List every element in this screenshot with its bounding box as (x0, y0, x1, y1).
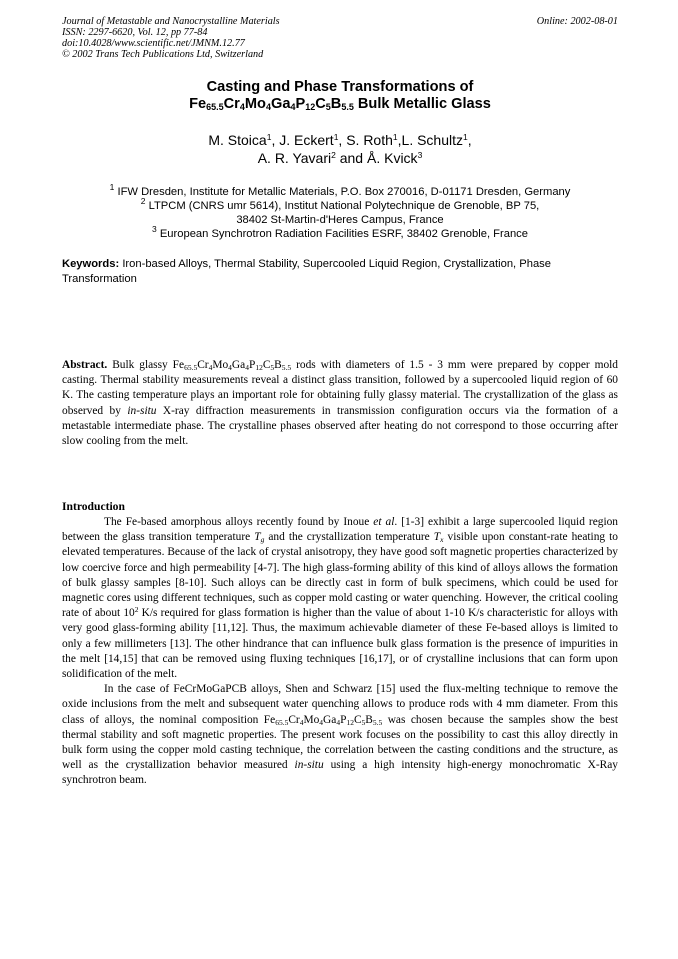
affiliations (62, 182, 618, 241)
affiliation-3: $^3$ European Synchrotron Radiation Facilities ESRF, 38402 Grenoble, France (152, 224, 528, 240)
copyright-line: © 2002 Trans Tech Publications Ltd, Switzerland (62, 49, 264, 60)
intro-paragraph-2: In the case of FeCrMoGaPCB alloys, Shen and Schwarz [15] used the flux-melting technique to remove the oxide inclusions from the melt and subsequent water quenching allows to produce rods with 4 mm diameter. From this class of alloys, the nominal composition $Fe_{65.5}Cr_4Mo_4Ga_4P_{12}C_5B_{5.5}$ was chosen because the samples show the best thermal stability and soft magnetic properties. The present work focuses on the possibility to cast this alloy directly in bulk form using the copper mold casting technique, the correlation between the casting conditions and the structure, as well as the crystallization behavior measured in-situ using a high intensity high-energy monochromatic X-Ray synchrotron beam. (62, 683, 618, 787)
authors-line-2: A. R. Yavari$^2$ and Å. Kvick$^3$ (257, 150, 423, 166)
alloy-formula: $Fe_{65.5}Cr_4Mo_4Ga_4P_{12}C_5B_{5.5}$ (172, 359, 292, 372)
keywords (62, 257, 618, 287)
author-list (62, 131, 618, 167)
journal-name: Journal of Metastable and Nanocrystalline Materials (62, 16, 280, 27)
abstract: Abstract. Bulk glassy $Fe_{65.5}Cr_4Mo_4Ga_4P_{12}C_5B_{5.5}$ rods with diameters of 1.5 - 3 mm were prepared by copper mold casting. Thermal stability measurements reveal a distinct glass transition, followed by a supercooled liquid region of 60 K. The casting temperature plays an important role for obtaining fully glassy material. The crystallization of the glass as observed by in-situ X-ray diffraction measurements in transmission configuration occurs via the formation of a metastable intermediate phase. The crystalline phases observed after heating do not correspond to those occurring after slow cooling from the melt. (62, 359, 618, 448)
paper-title (62, 79, 618, 113)
abstract-label: Abstract. (62, 359, 108, 371)
affiliation-2: $^2$ LTPCM (CNRS umr 5614), Institut National Polytechnique de Grenoble, BP 75, (140, 196, 540, 212)
online-date: Online: 2002-08-01 (536, 16, 618, 27)
keywords-text: Iron-based Alloys, Thermal Stability, Supercooled Liquid Region, Crystallization, Phase Transformation (62, 258, 551, 285)
title-line-1: Casting and Phase Transformations of (206, 79, 474, 95)
section-heading-introduction: Introduction (62, 500, 125, 513)
alloy-formula: $Fe_{65.5}Cr_4Mo_4Ga_4P_{12}C_5B_{5.5}$ (263, 713, 383, 727)
affiliation-2-cont: 38402 St-Martin-d'Heres Campus, France (236, 214, 444, 226)
journal-header (62, 16, 618, 60)
doi-line: doi:10.4028/www.scientific.net/JMNM.12.77 (62, 38, 245, 49)
authors-line-1: M. Stoica$^1$, J. Eckert$^1$, S. Roth$^1$,L. Schultz$^1$, (208, 132, 472, 148)
intro-paragraph-1: The Fe-based amorphous alloys recently found by Inoue et al. [1-3] exhibit a large supercooled liquid region between the glass transition temperature $T_g$ and the crystallization temperature $T_x$ visible upon constant-rate heating to elevated temperatures. Because of the lack of crystal anisotropy, they have good soft magnetic properties characterized by low coercive force and high permeability [4-7]. The high glass-forming ability of this kind of alloys allows the formation of bulk glassy samples [8-10]. Such alloys can be directly cast in form of bulk specimens, which could be used for magnetic cores using different techniques, such as copper mold casting or water quenching. However, the critical cooling rate of about $10^2$ K/s required for glass formation is higher than the value of about 1-10 K/s characteristic for alloys with very good glass-forming ability [11,12]. Thus, the maximum achievable diameter of these Fe-based alloys is limited to only a few millimeters [13]. The other hindrance that can influence bulk glass formation is the presence of impurities in the melt [14,15] that can be removed using fluxing techniques [16,17], or of crystalline inclusions that can form upon solidification of the melt. (62, 516, 618, 681)
issn-line: ISSN: 2297-6620, Vol. 12, pp 77-84 (62, 27, 208, 38)
title-line-2: $Fe_{65.5}Cr_4Mo_4Ga_4P_{12}C_5B_{5.5}$ Bulk Metallic Glass (189, 96, 491, 112)
affiliation-1: $^1$ IFW Dresden, Institute for Metallic Materials, P.O. Box 270016, D-01171 Dresden, Germany (109, 182, 571, 198)
introduction-body (62, 515, 618, 789)
keywords-label: Keywords: (62, 258, 120, 270)
